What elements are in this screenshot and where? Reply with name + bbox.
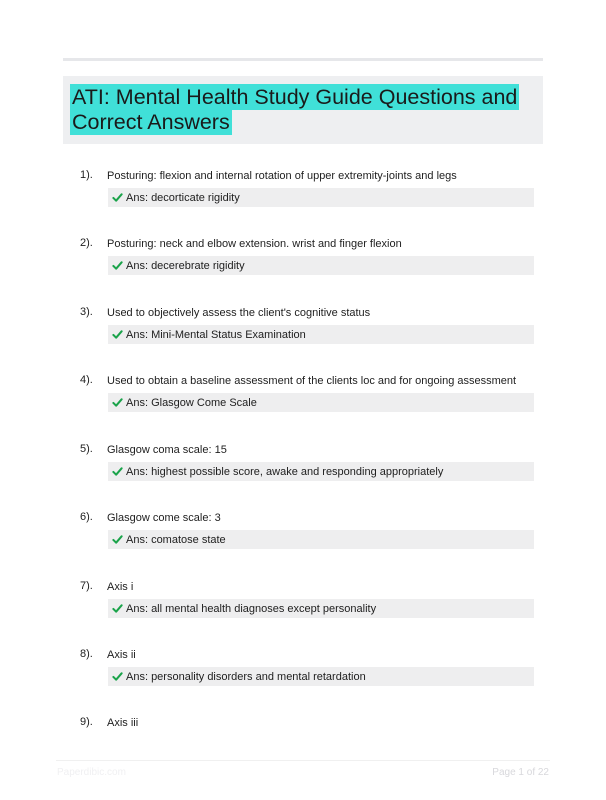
qa-item-9 [80,715,540,733]
question-number: 2). [80,237,93,249]
question-text: Used to objectively assess the client's cognitive status [107,307,371,319]
qa-item-5 [80,442,540,478]
answer-box [108,667,534,686]
answer-text: Ans: comatose state [126,534,226,546]
question-text: Axis ii [107,649,136,661]
qa-item-1 [80,168,540,204]
qa-item-6 [80,510,540,546]
question-text: Used to obtain a baseline assessment of the clients loc and for ongoing assessment [107,375,517,387]
qa-item-4 [80,373,540,409]
answer-box [108,599,534,618]
question-number: 6). [80,511,93,523]
question-number: 5). [80,443,93,455]
answer-text: Ans: decorticate rigidity [126,192,240,204]
qa-item-8 [80,647,540,683]
answer-text: Ans: Mini-Mental Status Examination [126,329,306,341]
answer-text: Ans: personality disorders and mental retardation [126,671,366,683]
page-title [70,85,540,135]
question-text: Posturing: neck and elbow extension. wrist and finger flexion [107,238,402,250]
question-number: 1). [80,169,93,181]
answer-text: Ans: decerebrate rigidity [126,260,245,272]
question-text: Glasgow come scale: 3 [107,512,221,524]
check-icon [112,397,123,408]
answer-box [108,530,534,549]
answer-text: Ans: Glasgow Come Scale [126,397,257,409]
question-text: Posturing: flexion and internal rotation of upper extremity-joints and legs [107,170,457,182]
check-icon [112,466,123,477]
question-text: Axis i [107,581,134,593]
answer-text: Ans: highest possible score, awake and responding appropriately [126,466,444,478]
footer-divider [56,760,550,761]
qa-item-3 [80,305,540,341]
page-number: Page 1 of 22 [492,767,549,778]
answer-box [108,188,534,207]
check-icon [112,671,123,682]
check-icon [112,603,123,614]
answer-box [108,325,534,344]
check-icon [112,192,123,203]
qa-item-7 [80,579,540,615]
footer-watermark: Paperdibic.com [57,767,126,778]
question-number: 3). [80,306,93,318]
page-title-text: ATI: Mental Health Study Guide Questions and Correct Answers [72,85,518,134]
qa-item-2 [80,236,540,272]
check-icon [112,329,123,340]
question-number: 7). [80,580,93,592]
question-number: 9). [80,716,93,728]
answer-box [108,462,534,481]
top-divider [63,58,543,61]
answer-text: Ans: all mental health diagnoses except personality [126,603,377,615]
question-number: 4). [80,374,93,386]
question-text: Glasgow coma scale: 15 [107,444,227,456]
check-icon [112,260,123,271]
question-number: 8). [80,648,93,660]
answer-box [108,393,534,412]
answer-box [108,256,534,275]
check-icon [112,534,123,545]
question-text: Axis iii [107,717,139,729]
